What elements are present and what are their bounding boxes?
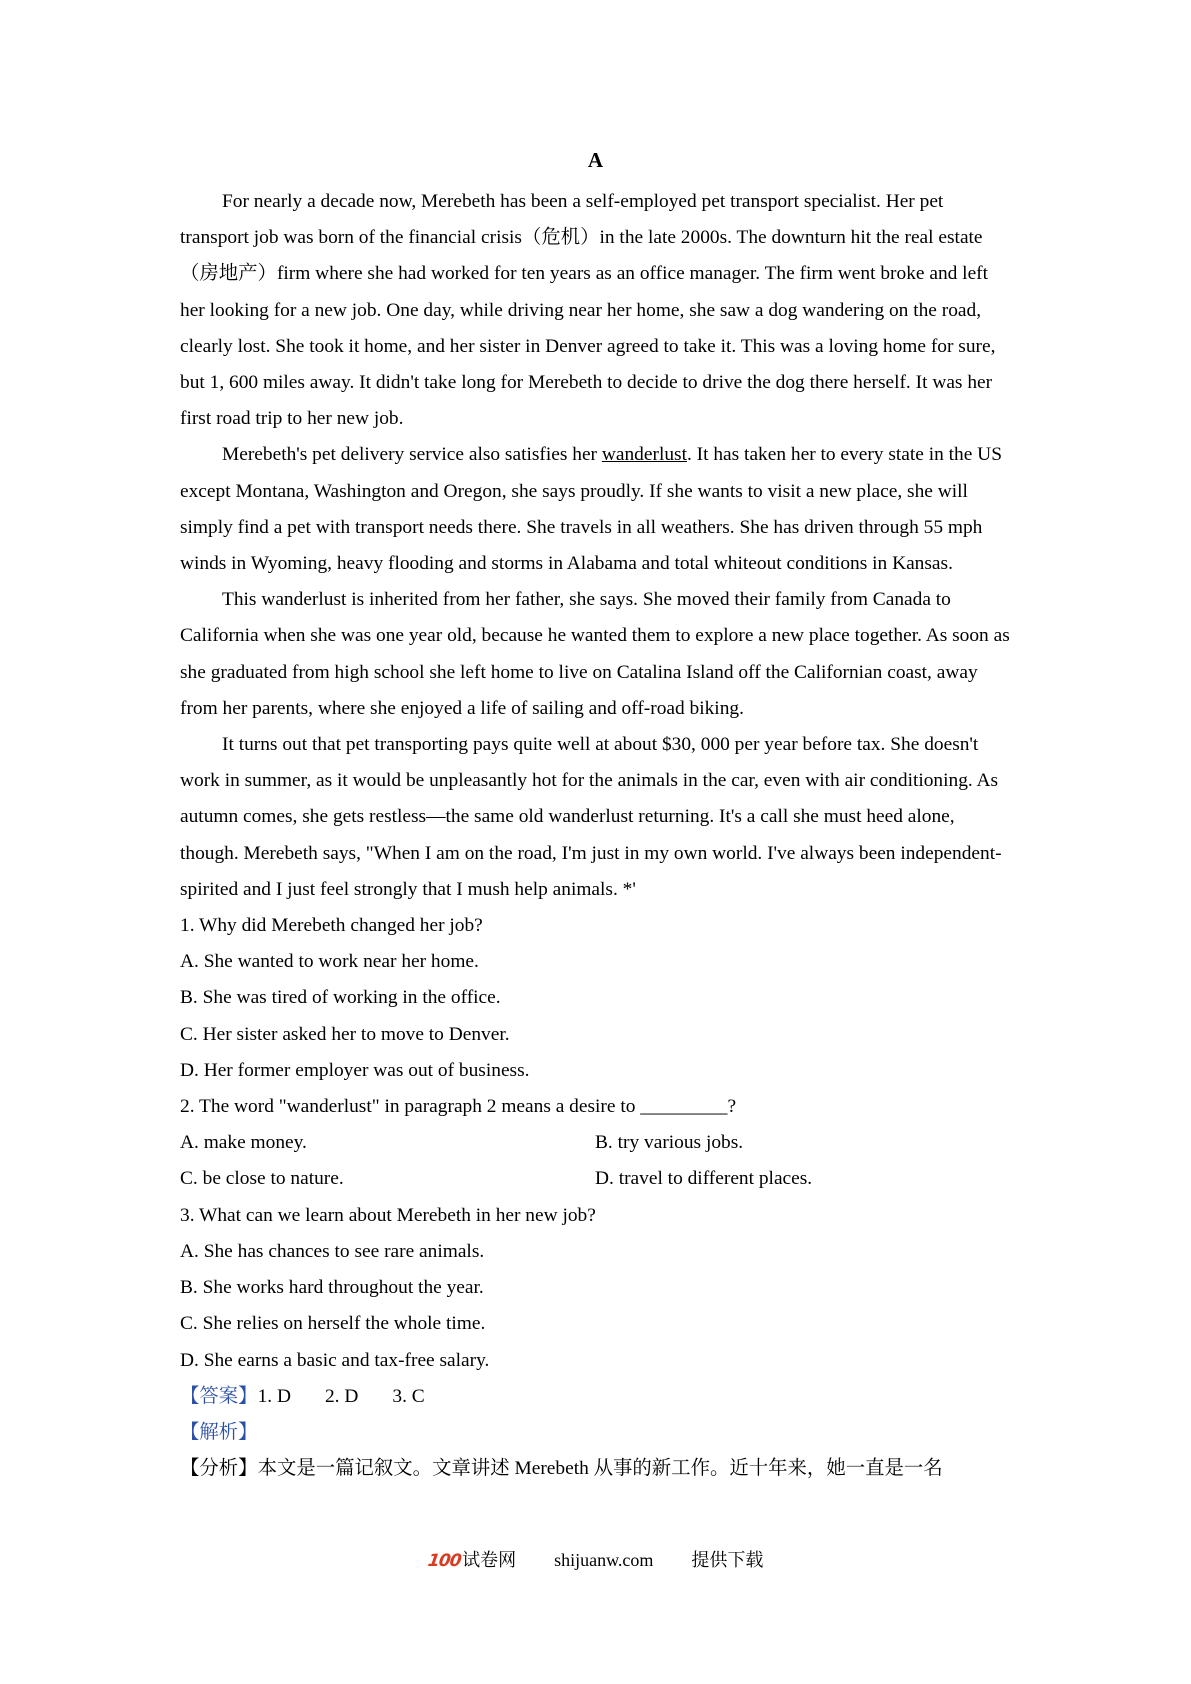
page-footer: [0, 1546, 1191, 1575]
question-2-options-row-1: [180, 1125, 1010, 1161]
question-3-stem: 3. What can we learn about Merebeth in her new job?: [180, 1204, 596, 1226]
question-2-option-a: A. make money.: [180, 1132, 307, 1154]
answer-label: 【答案】: [180, 1385, 258, 1407]
paragraph-2-text-after: . It has taken her to every state in the US except Montana, Washington and Oregon, she says proudly. If she wants to visit a new place, she will simply find a pet with transport needs there. She travels in all weathers. She has driven through 55 mph winds in Wyoming, heavy flooding and storms in Alabama and total whiteout conditions in Kansas.: [180, 444, 1002, 575]
question-2-option-c: C. be close to nature.: [180, 1168, 344, 1190]
summary-label: 【分析】: [180, 1458, 258, 1480]
footer-domain: shijuanw.com: [554, 1550, 654, 1570]
answer-1: 1. D: [257, 1385, 291, 1407]
question-2-options-row-2: [180, 1161, 1010, 1197]
question-2: [180, 1089, 1010, 1198]
question-2-stem: 2. The word "wanderlust" in paragraph 2 means a desire to _________?: [180, 1096, 737, 1118]
analysis-line: [180, 1415, 1010, 1451]
question-1-option-c: C. Her sister asked her to move to Denver.: [180, 1023, 510, 1045]
question-3-option-c: C. She relies on herself the whole time.: [180, 1313, 486, 1335]
answer-2: 2. D: [324, 1385, 359, 1407]
passage-paragraph-4: It turns out that pet transporting pays quite well at about $30, 000 per year before tax. She doesn't work in summer, as it would be unpleasantly hot for the animals in the car, even with air conditioning. As autumn comes, she gets restless—the same old wanderlust returning. It's a call she must heed alone, though. Merebeth says, "When I am on the road, I'm just in my own world. I've always been independent-spirited and I just feel strongly that I mush help animals. *': [180, 734, 1002, 900]
paragraph-2-text-before: Merebeth's pet delivery service also satisfies her: [222, 444, 602, 466]
document-body: [180, 184, 1010, 1487]
question-2-option-d: D. travel to different places.: [595, 1168, 813, 1190]
passage-paragraph-3: This wanderlust is inherited from her father, she says. She moved their family from Canada to California when she was one year old, because he wanted them to explore a new place together. As soon as she graduated from high school she left home to live on Catalina Island off the Californian coast, away from her parents, where she enjoyed a life of sailing and off-road biking.: [180, 589, 1010, 719]
question-1-option-d: D. Her former employer was out of business.: [180, 1059, 530, 1081]
section-title: A: [587, 148, 604, 172]
question-1: [180, 908, 1010, 1089]
question-3-option-a: A. She has chances to see rare animals.: [180, 1240, 485, 1262]
question-1-option-a: A. She wanted to work near her home.: [180, 951, 479, 973]
footer-site-name: 试卷网: [462, 1550, 517, 1570]
question-3: [180, 1198, 1010, 1379]
question-3-option-b: B. She works hard throughout the year.: [180, 1277, 484, 1299]
answer-3: 3. C: [392, 1385, 425, 1407]
passage-paragraph-2: [180, 437, 1010, 582]
site-logo: 100: [426, 1551, 462, 1571]
underlined-word-wanderlust: wanderlust: [601, 444, 687, 466]
question-1-stem: 1. Why did Merebeth changed her job?: [180, 915, 483, 937]
summary-line: [180, 1451, 1010, 1487]
answer-line: [180, 1379, 1010, 1415]
analysis-label: 【解析】: [180, 1421, 258, 1443]
summary-text: 本文是一篇记叙文。文章讲述 Merebeth 从事的新工作。近十年来，她一直是一名: [257, 1458, 943, 1480]
question-2-option-b: B. try various jobs.: [595, 1132, 744, 1154]
question-1-option-b: B. She was tired of working in the office.: [180, 987, 501, 1009]
passage-paragraph-1: For nearly a decade now, Merebeth has been a self-employed pet transport specialist. Her pet transport job was born of the financial crisis（危机）in the late 2000s. The downturn hit the real estate （房地产）firm where she had worked for ten years as an office manager. The firm went broke and left her looking for a new job. One day, while driving near her home, she saw a dog wandering on the road, clearly lost. She took it home, and her sister in Denver agreed to take it. This was a loving home for sure, but 1, 600 miles away. It didn't take long for Merebeth to decide to drive the dog there herself. It was her first road trip to her new job.: [180, 191, 996, 430]
footer-note: 提供下载: [691, 1550, 764, 1570]
question-3-option-d: D. She earns a basic and tax-free salary.: [180, 1349, 490, 1371]
